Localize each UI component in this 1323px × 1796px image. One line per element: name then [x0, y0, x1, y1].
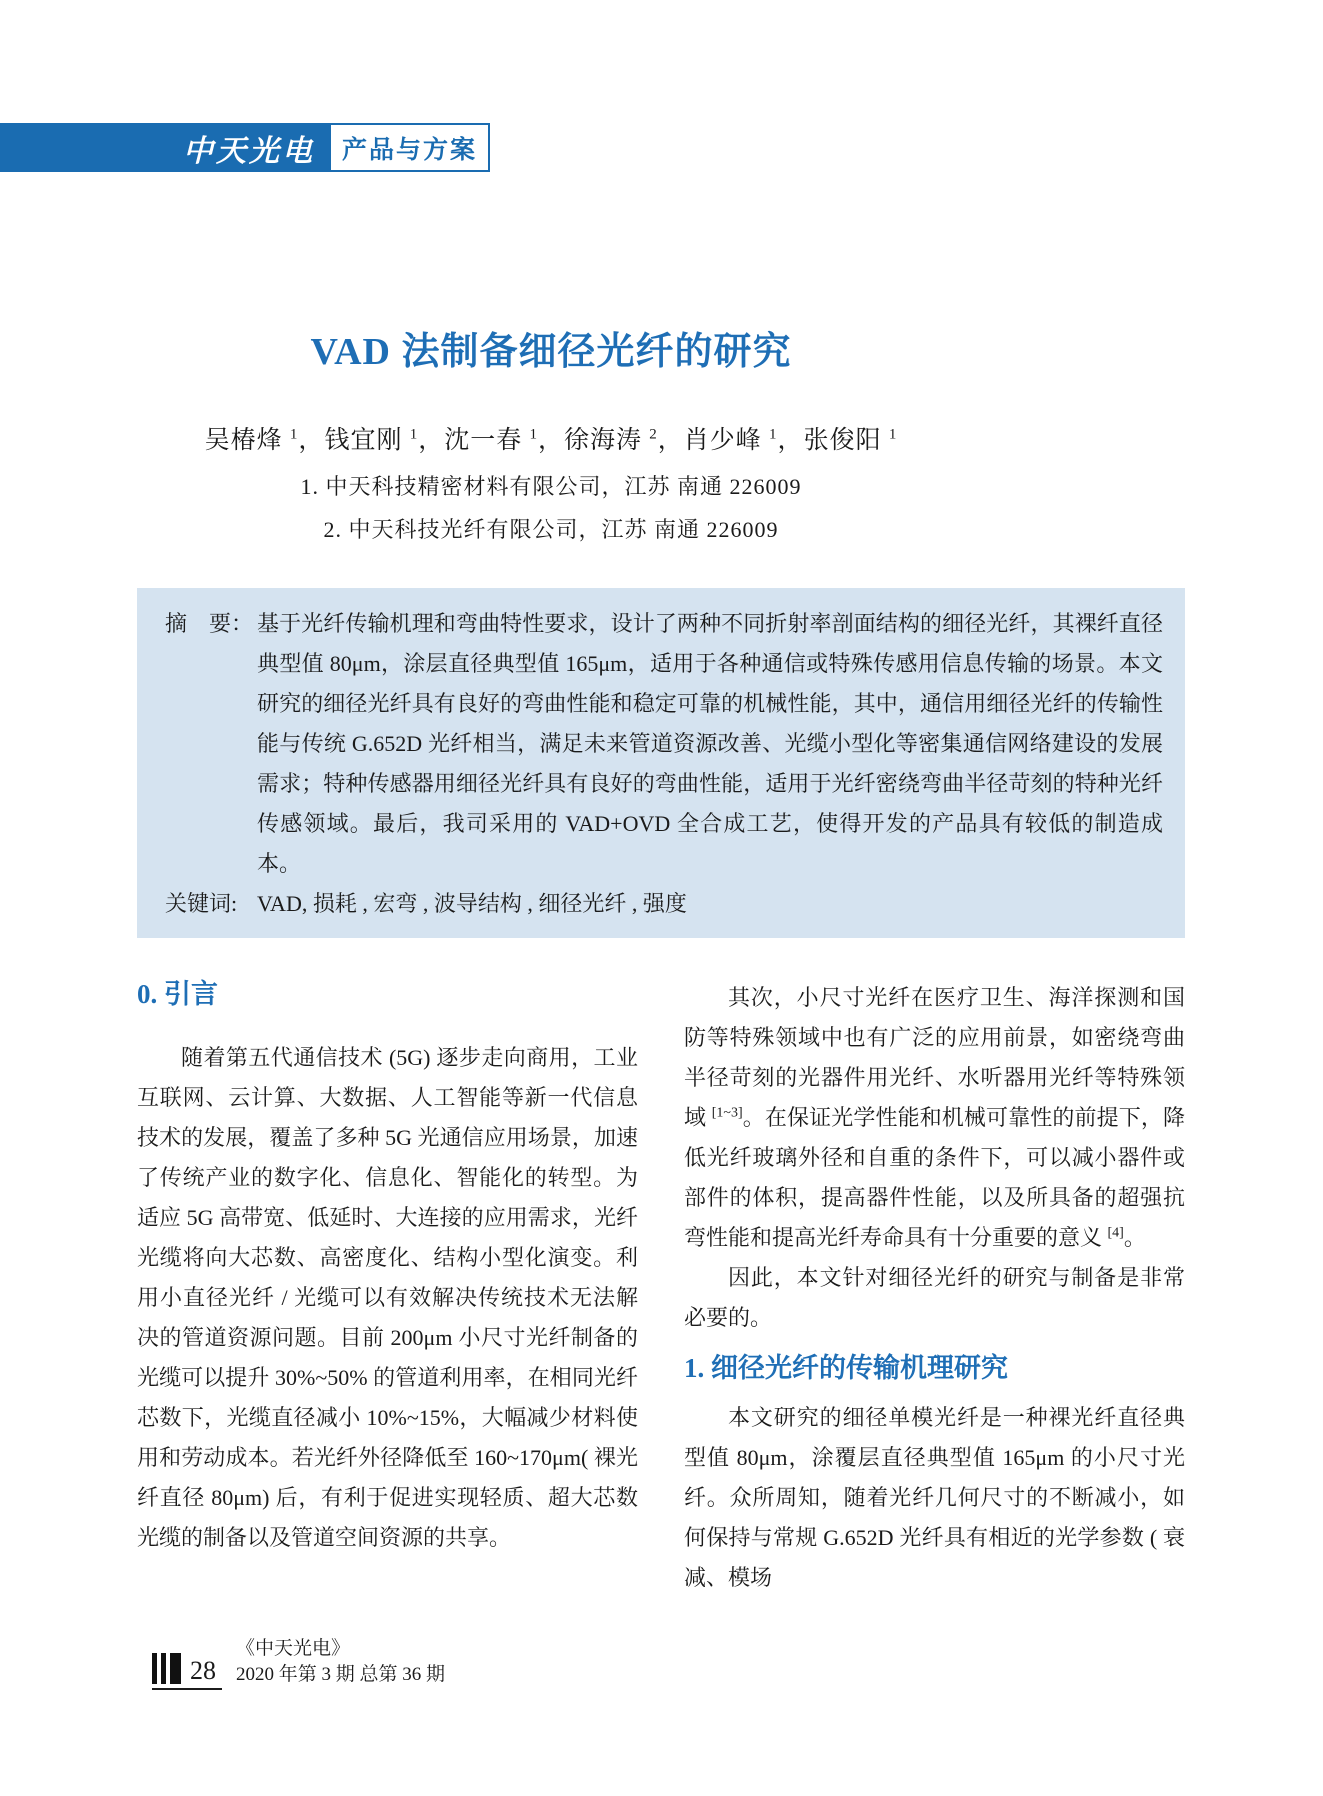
article-title: VAD 法制备细径光纤的研究 [310, 331, 792, 373]
citation-ref-2: [4] [1107, 1225, 1124, 1241]
footer-bar-1 [152, 1653, 157, 1684]
journal-name: 《中天光电》 [236, 1638, 351, 1659]
right-p1-text-b: 。在保证光学性能和机械可靠性的前提下，降低光纤玻璃外径和自重的条件下，可以减小器件或部件的体积，提高器件性能，以及所具备的超强抗弯性能和提高光纤寿命具有十分重要的意义 [684, 1105, 1185, 1250]
author: 徐海涛 $^2$ [564, 426, 658, 454]
section-0-heading: 0. 引言 [137, 979, 218, 1009]
footer-bar-2 [161, 1653, 166, 1684]
page-footer [152, 1636, 445, 1690]
right-p1-text-c: 。 [1123, 1225, 1146, 1250]
page-number: 28 [190, 1656, 216, 1685]
section-tab [329, 123, 490, 172]
left-column [137, 978, 638, 1598]
author: 吴椿烽 $^1$ [204, 426, 299, 454]
abstract-text: 基于光纤传输机理和弯曲特性要求，设计了两种不同折射率剖面结构的细径光纤，其裸纤直径典型值 80μm，涂层直径典型值 165μm，适用于各种通信或特殊传感用信息传输的场景。本文研究的细径光纤具有良好的弯曲性能和稳定可靠的机械性能，其中，通信用细径光纤的传输性能与传统 G.652D 光纤相当，满足未来管道资源改善、光缆小型化等密集通信网络建设的发展需求；特种传感器用细径光纤具有良好的弯曲性能，适用于光纤密绕弯曲半径苛刻的特种光纤传感领域。最后，我司采用的 VAD+OVD 全合成工艺，使得开发的产品具有较低的制造成本。 [257, 611, 1163, 876]
right-paragraph-2: 因此，本文针对细径光纤的研究与制备是非常必要的。 [684, 1265, 1185, 1330]
header-blue-band [0, 123, 329, 172]
keywords-row [165, 884, 1163, 924]
footer-bars-icon [152, 1653, 181, 1684]
page-header [0, 123, 490, 172]
section-1-paragraph: 本文研究的细径单模光纤是一种裸光纤直径典型值 80μm，涂覆层直径典型值 165μm 的小尺寸光纤。众所周知，随着光纤几何尺寸的不断减小，如何保持与常规 G.652D 光纤具有相近的光学参数 ( 衰减、模场 [684, 1405, 1185, 1590]
abstract-row [165, 604, 1163, 884]
affiliation-2: 2. 中天科技光纤有限公司，江苏 南通 226009 [323, 517, 779, 542]
brand-logo: 中天光电 [183, 133, 315, 169]
author: 钱宜刚 $^1$ [324, 426, 419, 454]
body-columns [137, 978, 1185, 1598]
page-number-group [152, 1653, 222, 1690]
author: 沈一春 $^1$ [444, 426, 538, 454]
abstract-label: 摘 要： [165, 611, 254, 636]
right-column [684, 978, 1185, 1598]
journal-info [236, 1636, 445, 1690]
author: 张俊阳 $^1$ [803, 426, 898, 454]
keywords-label: 关键词: [165, 891, 238, 916]
right-paragraph-1 [684, 978, 1185, 1258]
section-1-heading: 1. 细径光纤的传输机理研究 [684, 1353, 1008, 1383]
authors-line: 吴椿烽 $^1$，钱宜刚 $^1$，沈一春 $^1$，徐海涛 $^2$，肖少峰 $^1$，张俊阳 $^1$ [204, 426, 898, 454]
citation-ref-1: [1~3] [711, 1105, 743, 1121]
abstract-box [137, 588, 1185, 938]
footer-bar-3 [170, 1653, 181, 1684]
keywords-text: VAD, 损耗 , 宏弯 , 波导结构 , 细径光纤 , 强度 [257, 891, 687, 916]
author: 肖少峰 $^1$ [683, 426, 778, 454]
affiliation-1: 1. 中天科技精密材料有限公司，江苏 南通 226009 [300, 474, 802, 499]
section-tab-label: 产品与方案 [341, 135, 477, 164]
issue-info: 2020 年第 3 期 总第 36 期 [236, 1664, 446, 1685]
section-0-paragraph: 随着第五代通信技术 (5G) 逐步走向商用，工业互联网、云计算、大数据、人工智能等新一代信息技术的发展，覆盖了多种 5G 光通信应用场景，加速了传统产业的数字化、信息化、智能化的转型。为适应 5G 高带宽、低延时、大连接的应用需求，光纤光缆将向大芯数、高密度化、结构小型化演变。利用小直径光纤 / 光缆可以有效解决传统技术无法解决的管道资源问题。目前 200μm 小尺寸光纤制备的光缆可以提升 30%~50% 的管道利用率，在相同光纤芯数下，光缆直径减小 10%~15%，大幅减少材料使用和劳动成本。若光纤外径降低至 160~170μm( 裸光纤直径 80μm) 后，有利于促进实现轻质、超大芯数光缆的制备以及管道空间资源的共享。 [137, 1045, 638, 1550]
right-p1-text-a: 其次，小尺寸光纤在医疗卫生、海洋探测和国防等特殊领域中也有广泛的应用前景，如密绕弯曲半径苛刻的光器件用光纤、水听器用光纤等特殊领域 [684, 985, 1185, 1130]
